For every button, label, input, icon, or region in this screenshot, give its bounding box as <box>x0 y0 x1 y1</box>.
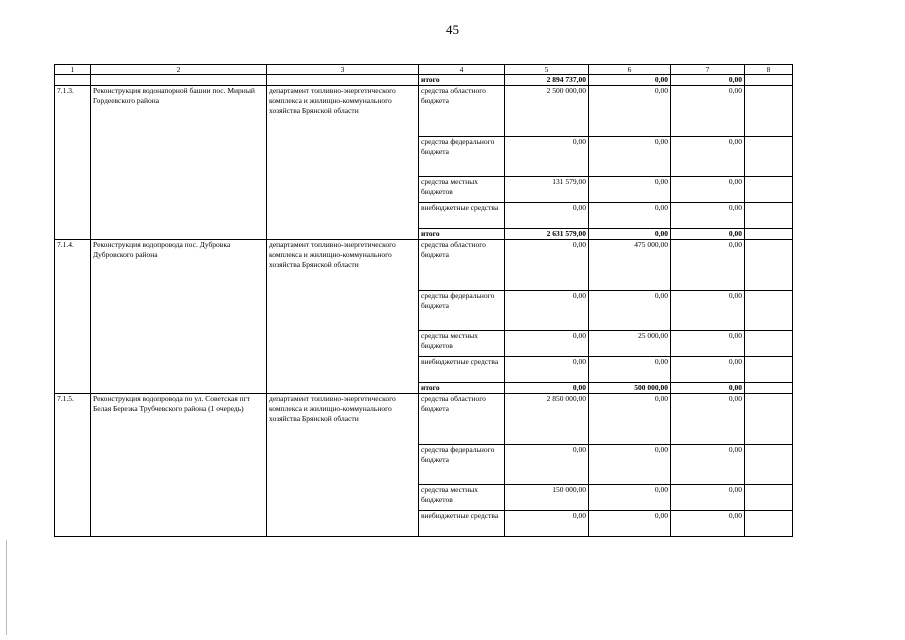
empty-cell <box>745 229 793 240</box>
value-col7: 0,00 <box>671 394 745 445</box>
value-col6: 0,00 <box>589 291 671 331</box>
funding-source: внебюджетные средства <box>419 357 505 383</box>
funding-source: внебюджетные средства <box>419 203 505 229</box>
total-col6: 0,00 <box>589 75 671 86</box>
value-col7: 0,00 <box>671 137 745 177</box>
empty-cell <box>745 511 793 537</box>
value-col5: 0,00 <box>505 291 589 331</box>
carryover-total-row <box>55 75 793 86</box>
page-number: 45 <box>446 22 459 37</box>
empty-cell <box>745 203 793 229</box>
value-col7: 0,00 <box>671 177 745 203</box>
value-col5: 0,00 <box>505 357 589 383</box>
value-col5: 2 500 000,00 <box>505 86 589 137</box>
empty-cell <box>745 137 793 177</box>
funding-source: внебюджетные средства <box>419 511 505 537</box>
funding-row <box>55 240 793 291</box>
total-col5: 2 631 579,00 <box>505 229 589 240</box>
column-number: 6 <box>589 65 671 75</box>
value-col6: 0,00 <box>589 485 671 511</box>
value-col6: 475 000,00 <box>589 240 671 291</box>
total-col6: 0,00 <box>589 229 671 240</box>
total-col7: 0,00 <box>671 75 745 86</box>
empty-cell <box>745 445 793 485</box>
value-col6: 0,00 <box>589 177 671 203</box>
value-col6: 25 000,00 <box>589 331 671 357</box>
empty-cell <box>745 291 793 331</box>
value-col7: 0,00 <box>671 203 745 229</box>
budget-table <box>54 64 793 537</box>
total-label: итого <box>419 75 505 86</box>
funding-source: средства федерального бюджета <box>419 137 505 177</box>
value-col7: 0,00 <box>671 240 745 291</box>
value-col6: 0,00 <box>589 357 671 383</box>
empty-cell <box>745 177 793 203</box>
value-col6: 0,00 <box>589 137 671 177</box>
funding-source: средства областного бюджета <box>419 240 505 291</box>
value-col5: 131 579,00 <box>505 177 589 203</box>
funding-row <box>55 86 793 137</box>
empty-cell <box>745 357 793 383</box>
value-col7: 0,00 <box>671 357 745 383</box>
funding-source: средства местных бюджетов <box>419 331 505 357</box>
value-col6: 0,00 <box>589 86 671 137</box>
funding-source: средства областного бюджета <box>419 394 505 445</box>
value-col5: 0,00 <box>505 445 589 485</box>
value-col5: 0,00 <box>505 331 589 357</box>
column-number: 4 <box>419 65 505 75</box>
funding-source: средства федерального бюджета <box>419 445 505 485</box>
value-col6: 0,00 <box>589 511 671 537</box>
empty-cell <box>745 331 793 357</box>
column-number: 5 <box>505 65 589 75</box>
item-number: 7.1.4. <box>55 240 91 394</box>
column-number-header-row <box>55 65 793 75</box>
value-col6: 0,00 <box>589 394 671 445</box>
funding-source: средства федерального бюджета <box>419 291 505 331</box>
empty-cell <box>745 394 793 445</box>
total-col7: 0,00 <box>671 383 745 394</box>
value-col5: 0,00 <box>505 511 589 537</box>
scan-edge-line <box>6 540 7 635</box>
value-col6: 0,00 <box>589 203 671 229</box>
value-col5: 150 000,00 <box>505 485 589 511</box>
value-col7: 0,00 <box>671 485 745 511</box>
column-number: 2 <box>91 65 267 75</box>
project-name: Реконструкция водопровода пос. Дубровка Дубровского района <box>91 240 267 394</box>
empty-cell <box>745 86 793 137</box>
empty-cell <box>745 383 793 394</box>
empty-cell <box>745 485 793 511</box>
column-number: 8 <box>745 65 793 75</box>
column-number: 3 <box>267 65 419 75</box>
executor: департамент топливно-энергетического комплекса и жилищно-коммунального хозяйства Брянской области <box>267 394 419 537</box>
value-col7: 0,00 <box>671 331 745 357</box>
total-col5: 2 894 737,00 <box>505 75 589 86</box>
empty-cell <box>745 75 793 86</box>
executor: департамент топливно-энергетического комплекса и жилищно-коммунального хозяйства Брянской области <box>267 240 419 394</box>
empty-cell <box>91 75 267 86</box>
value-col5: 0,00 <box>505 203 589 229</box>
value-col5: 0,00 <box>505 240 589 291</box>
value-col7: 0,00 <box>671 445 745 485</box>
value-col7: 0,00 <box>671 86 745 137</box>
funding-source: средства местных бюджетов <box>419 177 505 203</box>
value-col5: 2 850 000,00 <box>505 394 589 445</box>
project-name: Реконструкция водопровода по ул. Советская пгт Белая Березка Трубчевского района (1 очередь) <box>91 394 267 537</box>
value-col7: 0,00 <box>671 291 745 331</box>
total-col7: 0,00 <box>671 229 745 240</box>
column-number: 1 <box>55 65 91 75</box>
total-col5: 0,00 <box>505 383 589 394</box>
empty-cell <box>745 240 793 291</box>
empty-cell <box>267 75 419 86</box>
total-col6: 500 000,00 <box>589 383 671 394</box>
executor: департамент топливно-энергетического комплекса и жилищно-коммунального хозяйства Брянской области <box>267 86 419 240</box>
funding-source: средства областного бюджета <box>419 86 505 137</box>
total-label: итого <box>419 229 505 240</box>
column-number: 7 <box>671 65 745 75</box>
value-col5: 0,00 <box>505 137 589 177</box>
project-name: Реконструкция водонапорной башни пос. Мирный Гордеевского района <box>91 86 267 240</box>
value-col6: 0,00 <box>589 445 671 485</box>
item-number: 7.1.5. <box>55 394 91 537</box>
item-number: 7.1.3. <box>55 86 91 240</box>
funding-row <box>55 394 793 445</box>
total-label: итого <box>419 383 505 394</box>
funding-source: средства местных бюджетов <box>419 485 505 511</box>
value-col7: 0,00 <box>671 511 745 537</box>
empty-cell <box>55 75 91 86</box>
